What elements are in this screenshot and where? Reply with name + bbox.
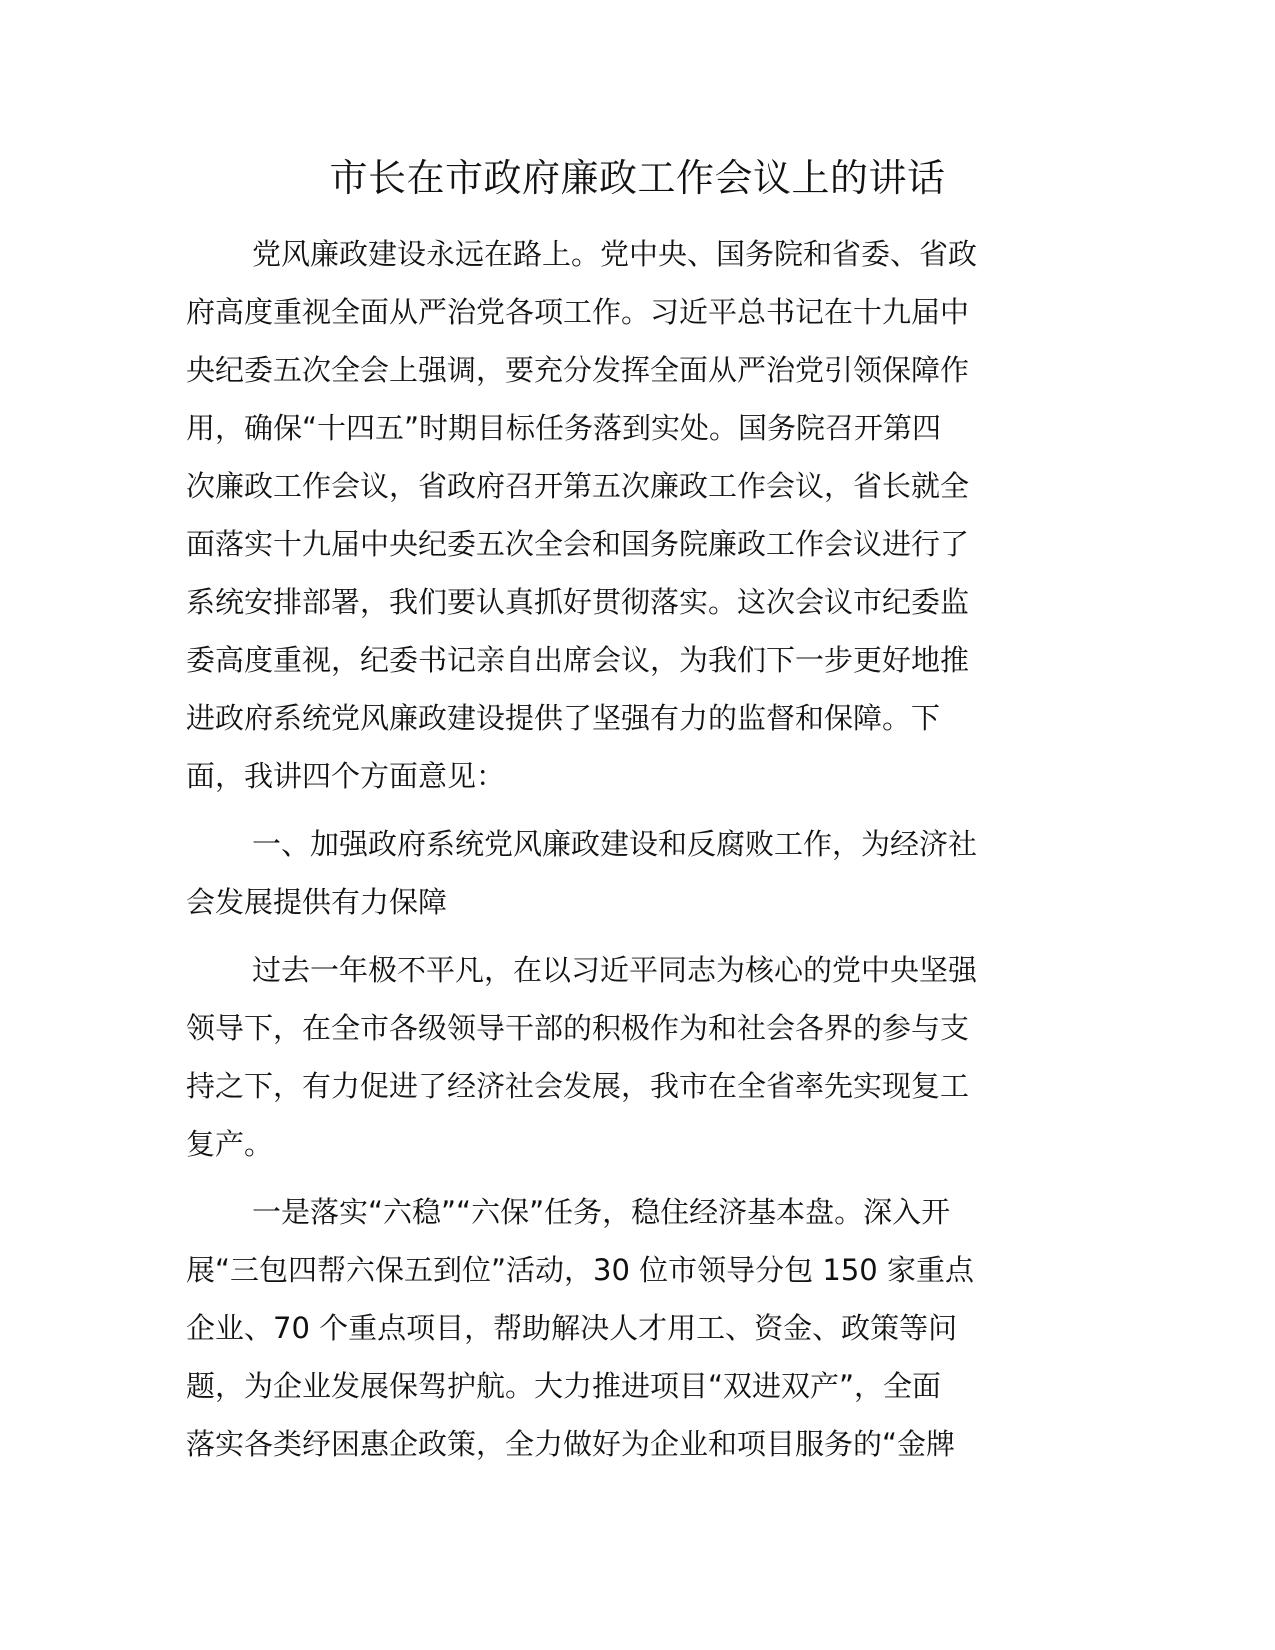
paragraph-intro [186, 225, 1088, 805]
text-line: 持之下，有力促进了经济社会发展，我市在全省率先实现复工 [186, 1069, 970, 1103]
text-line: 落实各类纾困惠企政策，全力做好为企业和项目服务的“金牌 [186, 1427, 956, 1461]
text-line: 委高度重视，纪委书记亲自出席会议，为我们下一步更好地推 [186, 643, 970, 677]
paragraph-review [186, 941, 1088, 1173]
paragraph-point-1 [186, 1183, 1088, 1473]
text-line: 复产。 [186, 1127, 274, 1161]
text-line: 面落实十九届中央纪委五次全会和国务院廉政工作会议进行了 [186, 527, 970, 561]
section-heading-1 [186, 815, 1088, 931]
document-title: 市长在市政府廉政工作会议上的讲话 [329, 156, 946, 200]
text-line: 府高度重视全面从严治党各项工作。习近平总书记在十九届中 [186, 295, 970, 329]
text-line: 企业、70 个重点项目，帮助解决人才用工、资金、政策等问 [186, 1311, 958, 1345]
text-line: 展“三包四帮六保五到位”活动，30 位市领导分包 150 家重点 [186, 1253, 974, 1287]
text-line: 系统安排部署，我们要认真抓好贯彻落实。这次会议市纪委监 [186, 585, 970, 619]
text-line: 党风廉政建设永远在路上。党中央、国务院和省委、省政 [252, 237, 978, 271]
text-line: 一、加强政府系统党风廉政建设和反腐败工作，为经济社 [252, 827, 978, 861]
document-body [186, 225, 1088, 1483]
text-line: 央纪委五次全会上强调，要充分发挥全面从严治党引领保障作 [186, 353, 970, 387]
text-line: 过去一年极不平凡，在以习近平同志为核心的党中央坚强 [252, 953, 978, 987]
text-line: 用，确保“十四五”时期目标任务落到实处。国务院召开第四 [186, 411, 942, 445]
text-line: 题，为企业发展保驾护航。大力推进项目“双进双产”，全面 [186, 1369, 942, 1403]
text-line: 进政府系统党风廉政建设提供了坚强有力的监督和保障。下 [186, 701, 941, 735]
text-line: 会发展提供有力保障 [186, 885, 448, 919]
text-line: 面，我讲四个方面意见： [186, 759, 506, 793]
text-line: 领导下，在全市各级领导干部的积极作为和社会各界的参与支 [186, 1011, 970, 1045]
text-line: 次廉政工作会议，省政府召开第五次廉政工作会议，省长就全 [186, 469, 970, 503]
text-line: 一是落实“六稳”“六保”任务，稳住经济基本盘。深入开 [252, 1195, 951, 1229]
